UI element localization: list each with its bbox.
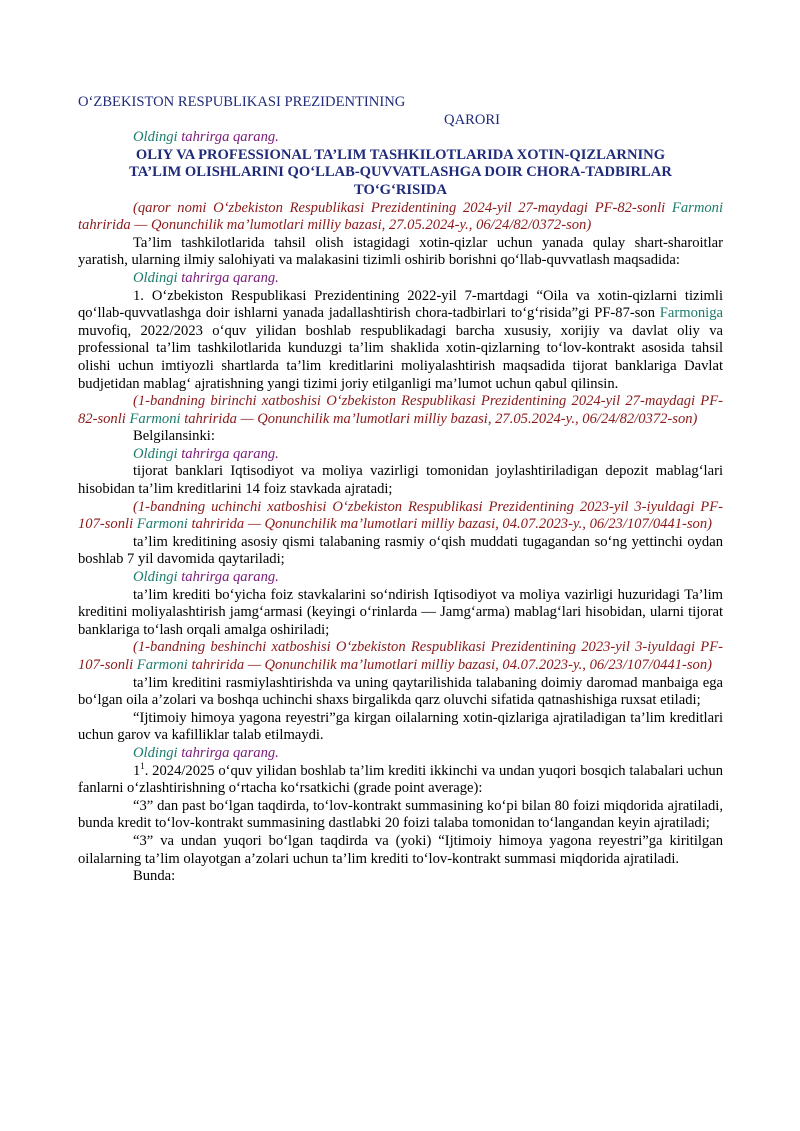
previous-edition-link[interactable]: Oldingi tahrirga qarang.	[133, 445, 279, 462]
decree-link[interactable]: Farmoni	[136, 516, 188, 533]
previous-edition-link[interactable]: Oldingi tahrirga qarang.	[133, 569, 279, 586]
edition-note: (1-bandning beshinchi xatboshisi O‘zbekiston Respublikasi Prezidentining 2023-yil 3-iyuldagi PF-107-sonli Farmoni tahririda — Qonunchilik ma’lumotlari milliy bazasi, 04.07.2023-y., 06/23/107/0441-son)	[78, 639, 723, 673]
paragraph-interest: ta’lim krediti bo‘yicha foiz stavkalarini so‘ndirish Iqtisodiyot va moliya vazirligi huzuridagi Ta’lim kreditini moliyalashtirish jamg‘armasi (keyingi o‘rinlarda — Jamg‘arma) mablag‘lari hisobidan, ularni tijorat banklariga to‘lash orqali amalga oshiriladi;	[78, 586, 723, 638]
previous-edition-link[interactable]: Oldingi tahrirga qarang.	[133, 129, 279, 146]
header-line-1: O‘ZBEKISTON RESPUBLIKASI PREZIDENTINING	[78, 94, 406, 110]
paragraph-bank-deposit: tijorat banklari Iqtisodiyot va moliya vazirligi tomonidan joylashtiriladigan depozit mablag‘lari hisobidan ta’lim kreditlarini 14 foiz stavkada ajratadi;	[78, 463, 723, 498]
edition-note: (1-bandning birinchi xatboshisi O‘zbekiston Respublikasi Prezidentining 2024-yil 27-maydagi PF-82-sonli Farmoni tahririda — Qonunchilik ma’lumotlari milliy bazasi, 27.05.2024-y., 06/24/82/0372-son)	[78, 393, 723, 427]
previous-edition-link[interactable]: Oldingi tahrirga qarang.	[133, 744, 279, 761]
paragraph-1: 1. O‘zbekiston Respublikasi Prezidentining 2022-yil 7-martdagi “Oila va xotin-qizlarni tizimli qo‘llab-quvvatlashga doir ishlarni yanada jadallashtirish chora-tadbirlari to‘g‘risida”gi PF-87-son Farmoniga muvofiq, 2022/2023 o‘quv yilidan boshlab respublikadagi barcha xususiy, xorijiy va davlat oliy va professional ta’lim tashkilotlarida kunduzgi ta’lim shaklida xotin-qizlarning to‘lov-kontrakt asosida tahsil olishi uchun imtiyozli shartlarda ta’lim kreditlarini moliyalashtirish maqsadida tijorat banklariga Davlat budjetidan mablag‘ ajratishning yangi tizimi joriy etilganligi ma’lumot uchun qabul qilinsin.	[78, 287, 723, 392]
document-header	[78, 94, 723, 112]
header-line-2: QARORI	[444, 111, 500, 128]
previous-edition-link[interactable]: Oldingi tahrirga qarang.	[133, 269, 279, 286]
paragraph-below-3: “3” dan past bo‘lgan taqdirda, to‘lov-kontrakt summasining ko‘pi bilan 80 foizi miqdorida ajratiladi, bunda kredit to‘lov-kontrakt summasining dastlabki 20 foizi talaba tomonidan to‘langandan keyin ajratiladi;	[78, 797, 723, 832]
paragraph-repayment: ta’lim kreditining asosiy qismi talabaning rasmiy o‘qish muddati tugagandan so‘ng yettinchi oydan boshlab 7 yil davomida qaytariladi;	[78, 533, 723, 568]
document-page	[78, 94, 723, 886]
decree-link[interactable]: Farmoniga	[659, 305, 723, 322]
decree-link[interactable]: Farmoni	[136, 657, 188, 673]
edition-note: (qaror nomi O‘zbekiston Respublikasi Prezidentining 2024-yil 27-maydagi PF-82-sonli Farmoni tahririda — Qonunchilik ma’lumotlari milliy bazasi, 27.05.2024-y., 06/24/82/0372-son)	[78, 199, 723, 234]
paragraph-collateral: “Ijtimoiy himoya yagona reyestri”ga kirgan oilalarning xotin-qizlariga ajratiladigan ta’lim kreditlari uchun garov va kafilliklar talab etilmaydi.	[78, 709, 723, 744]
paragraph-above-3: “3” va undan yuqori bo‘lgan taqdirda va (yoki) “Ijtimoiy himoya yagona reyestri”ga kiritilgan oilalarning ta’lim olayotgan a’zolari uchun ta’lim krediti to‘lov-kontrakt summasi miqdorida ajratiladi.	[78, 832, 723, 867]
belgilansin-line: Belgilansinki:	[133, 428, 215, 445]
decree-link[interactable]: Farmoni	[671, 199, 723, 216]
paragraph-1-1: $1^1$. 2024/2025 o‘quv yilidan boshlab ta’lim krediti ikkinchi va undan yuqori bosqich talabalari uchun fanlarni o‘zlashtirishning o‘rtacha ko‘rsatkichi (grade point average):	[78, 760, 723, 797]
document-title: OLIY VA PROFESSIONAL TA’LIM TASHKILOTLARIDA XOTIN-QIZLARNING TA’LIM OLISHLARINI QO‘LLAB-QUVVATLASHGA DOIR CHORA-TADBIRLAR TO‘G‘RISIDA	[129, 146, 672, 198]
preamble: Ta’lim tashkilotlarida tahsil olish istagidagi xotin-qizlar uchun yanada qulay shart-sharoitlar yaratish, ularning ilmiy salohiyati va malakasini tizimli oshirib borishni qo‘llab-quvvatlash maqsadida:	[78, 234, 723, 269]
paragraph-co-borrower: ta’lim kreditini rasmiylashtirishda va uning qaytarilishida talabaning doimiy daromad manbaiga ega bo‘lgan oila a’zolari va boshqa uchinchi shaxs birgalikda qarz oluvchi sifatida qatnashishiga ruxsat etiladi;	[78, 674, 723, 709]
edition-note: (1-bandning uchinchi xatboshisi O‘zbekiston Respublikasi Prezidentining 2023-yil 3-iyuldagi PF-107-sonli Farmoni tahririda — Qonunchilik ma’lumotlari milliy bazasi, 04.07.2023-y., 06/23/107/0441-son)	[78, 498, 723, 533]
bunda-line: Bunda:	[133, 868, 176, 885]
decree-link[interactable]: Farmoni	[129, 410, 181, 427]
